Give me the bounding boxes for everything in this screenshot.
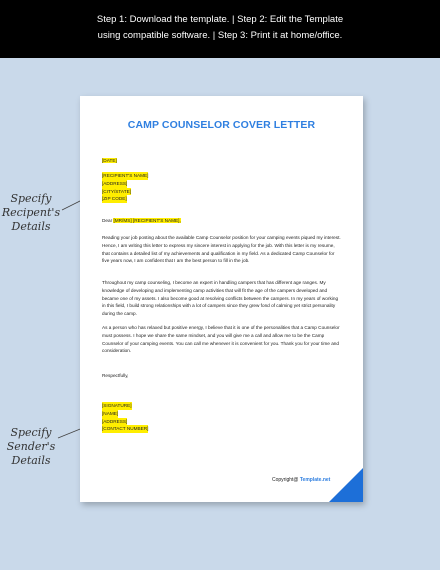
date-block (102, 157, 342, 165)
salutation (102, 217, 342, 225)
annotation-line: Sender's (6, 440, 56, 453)
sender-signature: [SIGNATURE] (102, 403, 132, 408)
recipient-zip: [ZIP CODE] (102, 196, 127, 202)
sender-block (102, 402, 342, 433)
closing: Respectfully, (102, 373, 129, 378)
annotation-line: Specify (10, 426, 52, 439)
paragraph-3: As a person who has relaxed but positive energy, I believe that it is one of the personalities that a Camp Counselor must possess. I hope we share the same mindset, and you will give me a call and allow me to be the Camp Counselor of your camping events. You can call me whenever it is convenient for you. Thank you for your time and consideration. (102, 325, 340, 354)
recipient-address: [ADDRESS] (102, 180, 128, 186)
salutation-prefix: Dear (102, 218, 114, 223)
salutation-placeholder: [MR/MS] [RECIPIENT'S NAME], (113, 218, 181, 223)
recipient-city-state: [CITY/STATE] (102, 188, 131, 194)
annotation-line: Details (11, 220, 51, 233)
paragraph-2: Throughout my camp counseling, I become an expert in handling campers that has different age ranges. My knowledge of developing and implementing camp activities that will fit the age of the campers developed and became one of my assets. I also become good at resolving conflicts between the campers. In my years of working in this field, I build strong relationships with a lot of campers since they grew fond of calming yet strict personality during the camp. (102, 280, 339, 317)
recipient-block (102, 172, 342, 203)
annotation-line: Recipent's (1, 206, 61, 219)
letter-page (80, 96, 363, 502)
copyright-prefix: Copyright@ (272, 477, 300, 483)
annotation-line: Details (11, 454, 51, 467)
copyright-line (272, 477, 330, 483)
paragraph-1: Reading your job posting about the available Camp Counselor position for your camping events piqued my interest. Hence, I am writing this letter to express my sincere interest in applying for the job. With this letter is my resume, that contains a detailed list of my achievements and qualification in my field. As a dedicated Camp Counselor for five years now, I am confident that I am the best person to fill in the job. (102, 235, 341, 264)
copyright-brand-link[interactable]: Template.net (299, 477, 331, 483)
sender-name: [NAME] (102, 410, 119, 416)
banner-line-2: using compatible software. | Step 3: Print it at home/office. (97, 30, 343, 41)
document-title: CAMP COUNSELOR COVER LETTER (127, 119, 316, 131)
banner-line-1: Step 1: Download the template. | Step 2: Edit the Template (96, 14, 344, 25)
date-placeholder: [DATE] (102, 158, 117, 163)
sender-address: [ADDRESS] (102, 418, 128, 424)
sender-contact-number: [CONTACT NUMBER] (102, 426, 149, 432)
recipient-name: [RECIPIENT'S NAME] (102, 173, 149, 178)
page-corner-decoration (329, 468, 363, 502)
annotation-line: Specify (10, 192, 52, 205)
